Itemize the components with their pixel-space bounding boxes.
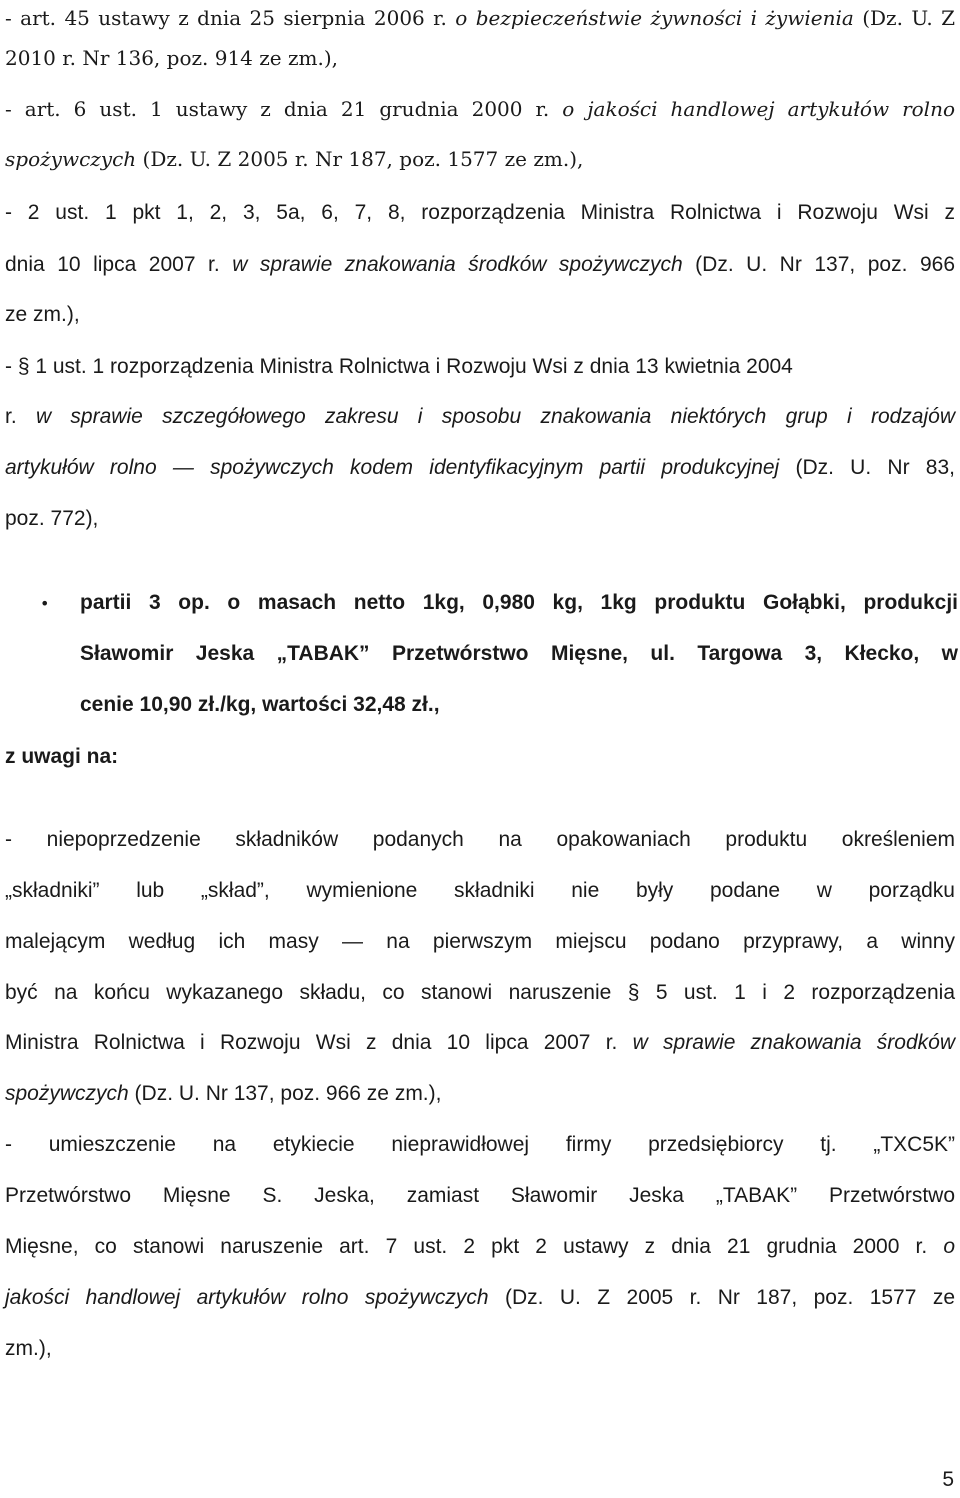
text-run: (Dz. U. Z 2005 r. Nr 187, poz. 1577 ze [488,1286,956,1309]
remark-2-line-1: - umieszczenie na etykiecie nieprawidłowej firmy przedsiębiorcy tj. „TXC5K” [5,1133,955,1156]
text-run: r. [5,405,36,428]
remark-1-line-5 [5,1030,955,1056]
legal-basis-3-line-2 [5,252,955,278]
remark-1-line-3: malejącym według ich masy — na pierwszym miejscu podano przyprawy, a winny [5,930,955,953]
text-run: dnia 10 lipca 2007 r. [5,253,233,276]
remark-2-line-2: Przetwórstwo Mięsne S. Jeska, zamiast Sławomir Jeska „TABAK” Przetwórstwo [5,1184,955,1207]
text-run: (Dz. U. Nr 137, poz. 966 [682,253,956,276]
legal-basis-3-line-3: ze zm.), [5,303,80,326]
remark-1-line-2: „składniki” lub „skład”, wymienione składniki nie były podane w porządku [5,879,955,902]
legal-basis-4-line-2 [5,404,955,430]
text-run: - art. 45 ustawy z dnia 25 sierpnia 2006 r. [5,6,456,30]
legal-basis-4-line-3 [5,455,955,481]
act-title: o jakości handlowej artykułów rolno [562,97,956,121]
act-title: spożywczych [5,147,137,171]
remark-1-line-6 [5,1081,441,1107]
remarks-heading: z uwagi na: [5,745,119,768]
text-run: - art. 6 ust. 1 ustawy z dnia 21 grudnia 2000 r. [5,97,563,121]
page-number: 5 [942,1468,954,1491]
regulation-title: artykułów rolno — spożywczych kodem identyfikacyjnym partii produkcyjnej [5,456,780,479]
remark-2-line-5: zm.), [5,1337,52,1360]
text-run: (Dz. U. [853,6,933,30]
text-run: Z [941,6,956,30]
regulation-title: w sprawie szczegółowego zakresu i sposobu znakowania niektórych grup i rodzajów [35,405,955,428]
act-title: o [943,1235,955,1258]
bullet-line-2: Sławomir Jeska „TABAK” Przetwórstwo Mięsne, ul. Targowa 3, Kłecko, w [80,642,958,665]
legal-basis-4-line-1: - § 1 ust. 1 rozporządzenia Ministra Rolnictwa i Rozwoju Wsi z dnia 13 kwietnia 2004 [5,355,793,378]
regulation-title: spożywczych [5,1082,129,1105]
bullet-line-1: partii 3 op. o masach netto 1kg, 0,980 kg, 1kg produktu Gołąbki, produkcji [80,591,958,614]
legal-basis-2-line-1 [5,96,955,122]
legal-basis-2-line-2 [5,146,583,172]
text-run: (Dz. U. Nr 83, [779,456,955,479]
text-run: Mięsne, co stanowi naruszenie art. 7 ust. 2 pkt 2 ustawy z dnia 21 grudnia 2000 r. [5,1235,944,1258]
act-title: jakości handlowej artykułów rolno spożywczych [5,1286,489,1309]
bullet-line-3: cenie 10,90 zł./kg, wartości 32,48 zł., [80,693,440,716]
remark-1-line-1: - niepoprzedzenie składników podanych na opakowaniach produktu określeniem [5,828,955,851]
regulation-title: w sprawie znakowania środków spożywczych [232,253,683,276]
text-run: Ministra Rolnictwa i Rozwoju Wsi z dnia 10 lipca 2007 r. [5,1031,633,1054]
act-title: o bezpieczeństwie żywności i żywienia [455,6,854,30]
regulation-title: w sprawie znakowania środków [632,1031,956,1054]
remark-2-line-4 [5,1285,955,1311]
remark-1-line-4: być na końcu wykazanego składu, co stanowi naruszenie § 5 ust. 1 i 2 rozporządzenia [5,981,955,1004]
text-run: (Dz. U. Nr 137, poz. 966 ze zm.), [128,1082,442,1105]
legal-basis-4-line-4: poz. 772), [5,507,99,530]
legal-basis-3-line-1: - 2 ust. 1 pkt 1, 2, 3, 5a, 6, 7, 8, rozporządzenia Ministra Rolnictwa i Rozwoju Wsi z [5,201,955,224]
legal-basis-1-line-2: 2010 r. Nr 136, poz. 914 ze zm.), [5,46,339,70]
remark-2-line-3 [5,1234,955,1260]
text-run: (Dz. U. Z 2005 r. Nr 187, poz. 1577 ze zm.), [136,147,584,171]
bullet-marker: • [40,594,50,613]
legal-basis-1-line-1 [5,5,955,31]
